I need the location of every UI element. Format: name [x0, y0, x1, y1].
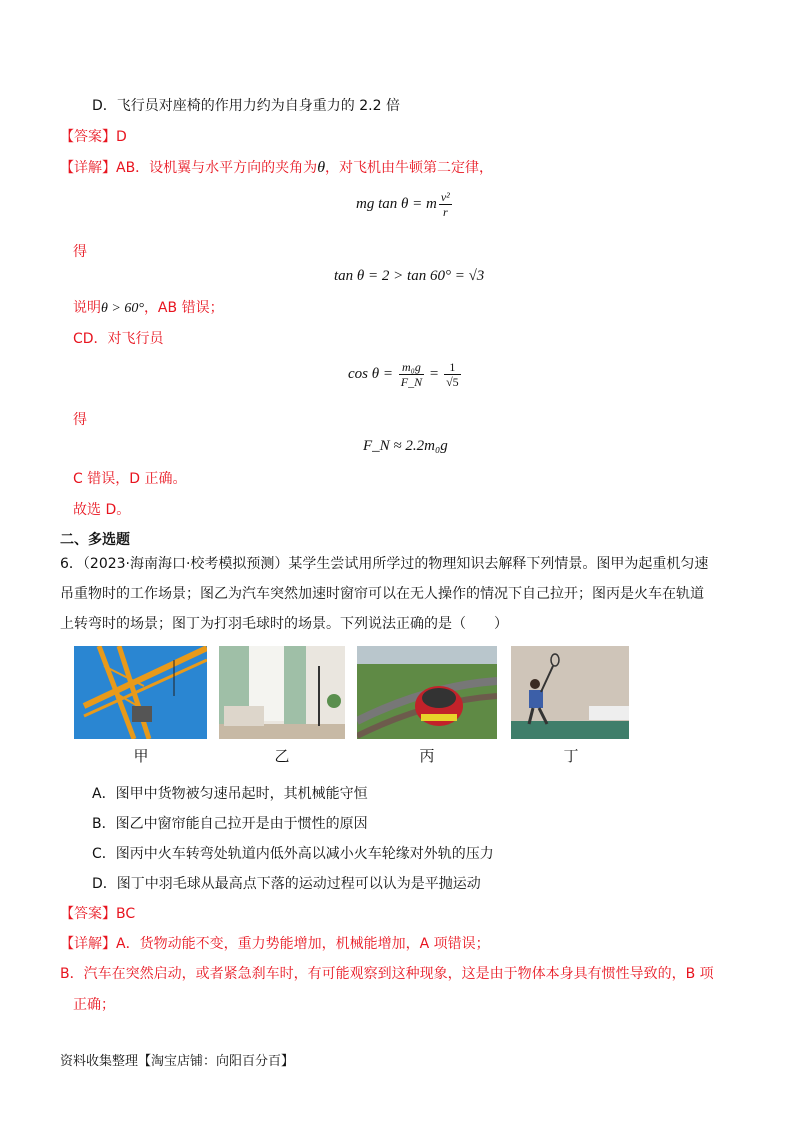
image-curtain-room	[219, 646, 345, 739]
image-badminton	[511, 646, 629, 739]
equation-tan: tan θ = 2 > tan 60° = √3	[334, 268, 485, 284]
explain-line: 说明θ > 60°，AB 错误；	[73, 300, 224, 316]
q6-option-d: D．图丁中羽毛球从最高点下落的运动过程可以认为是平抛运动	[92, 876, 481, 892]
answer-q5: 【答案】D	[60, 129, 127, 145]
q6-detail-b1: B．汽车在突然启动，或者紧急刹车时，有可能观察到这种现象，这是由于物体本身具有惯性导致的，B 项	[60, 966, 714, 982]
train-illustration	[357, 646, 497, 739]
cd-line: CD．对飞行员	[73, 331, 164, 347]
choose-line: 故选 D。	[73, 502, 131, 518]
q6-detail-b2: 正确；	[73, 997, 115, 1013]
q6-stem-line-1: 6．（2023·海南海口·校考模拟预测）某学生尝试用所学过的物理知识去解释下列情景。图甲为起重机匀速	[60, 556, 709, 572]
equation-cos: cos θ = $\frac{\text{m₀g}}{F\_N}$ = $\frac{1}{√5}$	[348, 360, 459, 389]
c-wrong-line: C 错误，D 正确。	[73, 471, 187, 487]
q6-answer: 【答案】BC	[60, 906, 136, 922]
caption-yi: 乙	[274, 747, 290, 765]
crane-illustration	[74, 646, 207, 739]
q6-option-c: C．图丙中火车转弯处轨道内低外高以减小火车轮缘对外轨的压力	[92, 846, 494, 862]
room-illustration	[219, 646, 345, 739]
caption-ding: 丁	[563, 747, 579, 765]
page-footer: 资料收集整理【淘宝店铺：向阳百分百】	[60, 1054, 295, 1069]
equation-newton: mg tan θ = m $\frac{\text{v²}}{r}$	[356, 190, 450, 219]
image-crane	[74, 646, 207, 739]
badminton-illustration	[511, 646, 629, 739]
q6-detail-a: 【详解】A．货物动能不变，重力势能增加，机械能增加，A 项错误；	[60, 936, 490, 952]
caption-jia: 甲	[133, 747, 149, 765]
caption-bing: 丙	[419, 747, 435, 765]
q6-option-b: B．图乙中窗帘能自己拉开是由于惯性的原因	[92, 816, 368, 832]
equation-fn: F_N ≈ 2.2m₀g	[363, 438, 448, 454]
de-label-2: 得	[73, 412, 87, 428]
q6-stem-line-2: 吊重物时的工作场景；图乙为汽车突然加速时窗帘可以在无人操作的情况下自己拉开；图丙是火车在轨道	[60, 586, 704, 602]
q6-stem-line-3: 上转弯时的场景；图丁为打羽毛球时的场景。下列说法正确的是（ ）	[60, 616, 508, 632]
option-d-q5: D．飞行员对座椅的作用力约为自身重力的 2.2 倍	[92, 98, 400, 114]
q6-option-a: A．图甲中货物被匀速吊起时，其机械能守恒	[92, 786, 368, 802]
section-title: 二、多选题	[60, 532, 130, 548]
detail-intro-q5: 【详解】AB．设机翼与水平方向的夹角为θ，对飞机由牛顿第二定律，	[60, 159, 494, 176]
de-label-1: 得	[73, 244, 87, 260]
image-train	[357, 646, 497, 739]
